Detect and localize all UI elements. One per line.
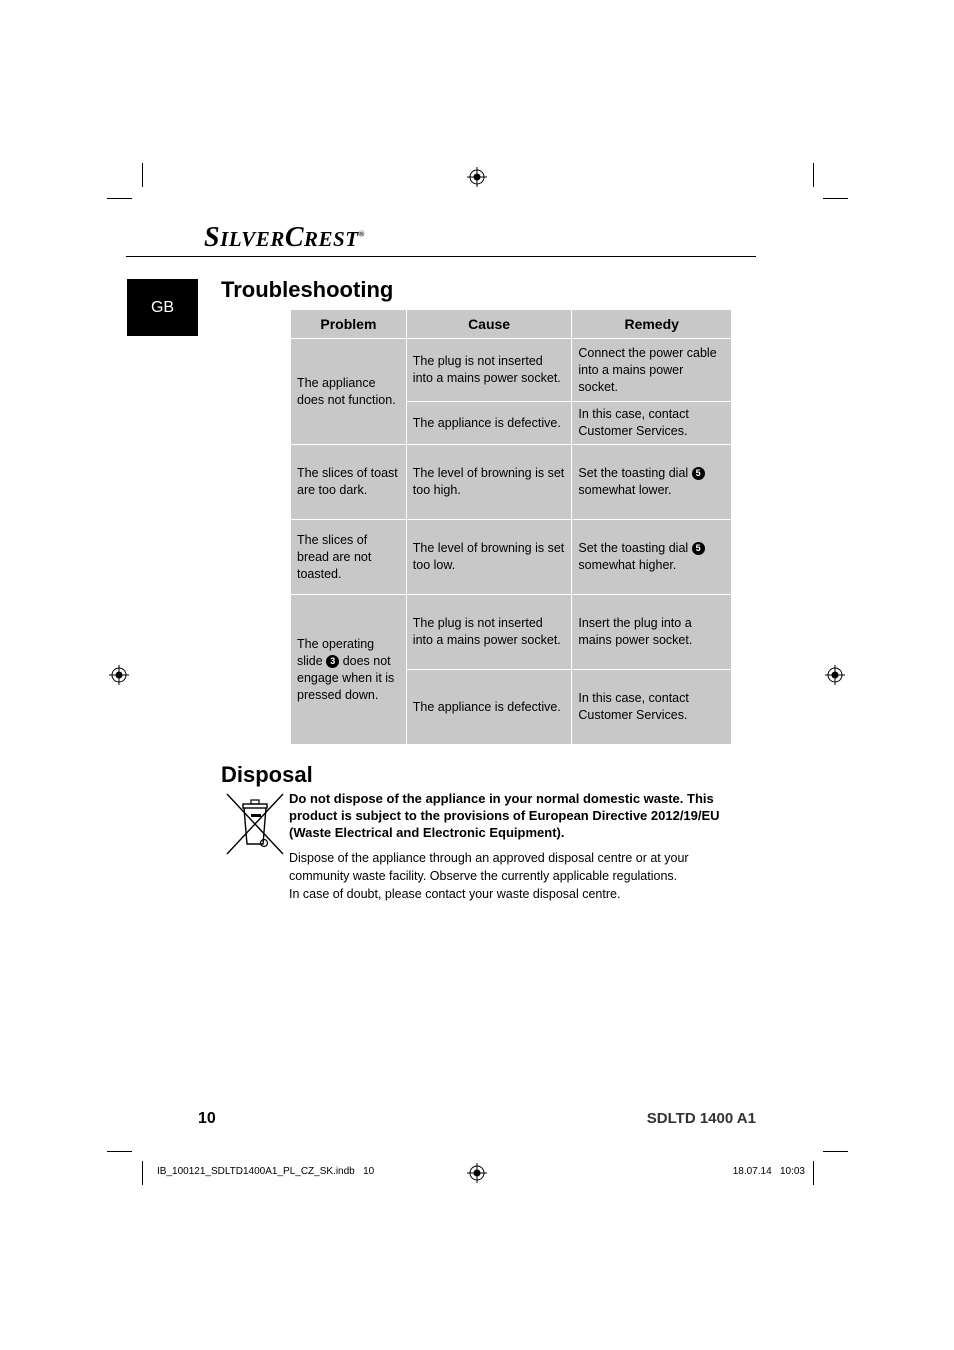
remedy-text: somewhat lower. (578, 483, 672, 497)
disposal-instructions (289, 849, 749, 903)
number-badge: 3 (326, 655, 339, 668)
cause-cell: The appliance is defective. (406, 402, 572, 445)
header-remedy: Remedy (572, 310, 732, 339)
disposal-line: Dispose of the appliance through an approved disposal centre or at your (289, 851, 689, 865)
table-row (291, 595, 732, 670)
remedy-cell: Insert the plug into a mains power socket. (572, 595, 732, 670)
disposal-line: In case of doubt, please contact your waste disposal centre. (289, 887, 621, 901)
crop-mark (142, 1161, 143, 1185)
crop-mark (813, 163, 814, 187)
remedy-text: Set the toasting dial (578, 541, 689, 555)
brand-logo: SILVERCREST® (204, 222, 366, 253)
disposal-warning: Do not dispose of the appliance in your normal domestic waste. This product is subject to the provisions of European Directive 2012/19/EU (Waste Electrical and Electronic Equipment). (289, 791, 720, 840)
problem-text: does not engage when it is pressed down. (297, 653, 395, 702)
print-slug-date: 18.07.14 10:03 (732, 1166, 805, 1177)
remedy-cell: In this case, contact Customer Services. (572, 670, 732, 745)
model-number: SDLTD 1400 A1 (646, 1110, 756, 1127)
troubleshooting-title: Troubleshooting (221, 277, 394, 302)
disposal-title: Disposal (221, 762, 313, 787)
page-number: 10 (198, 1110, 216, 1127)
crop-mark (813, 1161, 814, 1185)
print-slug-file: IB_100121_SDLTD1400A1_PL_CZ_SK.indb 10 (157, 1166, 375, 1177)
number-badge: 5 (692, 467, 705, 480)
table-row (291, 520, 732, 595)
registration-mark-icon (467, 1163, 487, 1183)
crop-mark (107, 198, 132, 199)
cause-cell: The appliance is defective. (406, 670, 572, 745)
remedy-cell (572, 520, 732, 595)
problem-text: The operating slide (297, 636, 375, 668)
table-row (291, 339, 732, 402)
problem-cell: The slices of toast are too dark. (291, 445, 407, 520)
number-badge: 5 (692, 542, 705, 555)
crossed-out-bin-icon (225, 792, 285, 856)
problem-cell (291, 595, 407, 745)
troubleshooting-table (290, 309, 732, 745)
problem-cell: The appliance does not function. (291, 339, 407, 445)
remedy-cell (572, 445, 732, 520)
cause-cell: The level of browning is set too high. (406, 445, 572, 520)
crop-mark (823, 198, 848, 199)
registration-mark-icon (825, 665, 845, 685)
cause-cell: The plug is not inserted into a mains power socket. (406, 595, 572, 670)
crop-mark (823, 1151, 848, 1152)
remedy-cell: In this case, contact Customer Services. (572, 402, 732, 445)
crop-mark (142, 163, 143, 187)
header-rule (126, 256, 756, 257)
remedy-text: somewhat higher. (578, 558, 677, 572)
language-tab: GB (127, 279, 198, 336)
disposal-line: community waste facility. Observe the currently applicable regulations. (289, 869, 678, 883)
table-row (291, 445, 732, 520)
problem-cell: The slices of bread are not toasted. (291, 520, 407, 595)
header-cause: Cause (406, 310, 572, 339)
header-problem: Problem (291, 310, 407, 339)
registration-mark-icon (109, 665, 129, 685)
table-header-row (291, 310, 732, 339)
registration-mark-icon (467, 167, 487, 187)
remedy-cell: Connect the power cable into a mains power socket. (572, 339, 732, 402)
remedy-text: Set the toasting dial (578, 466, 689, 480)
crop-mark (107, 1151, 132, 1152)
cause-cell: The plug is not inserted into a mains power socket. (406, 339, 572, 402)
cause-cell: The level of browning is set too low. (406, 520, 572, 595)
